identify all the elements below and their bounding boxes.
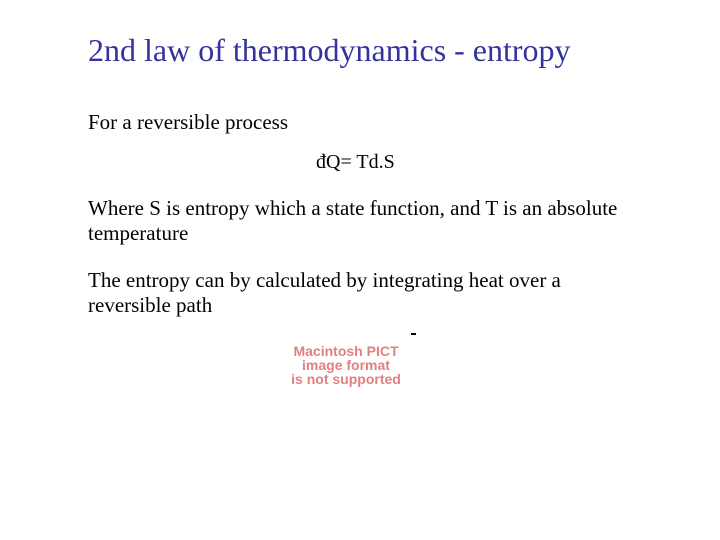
placeholder-line-2: image format <box>302 357 390 373</box>
entropy-equation: đQ= Td.S <box>316 151 395 173</box>
placeholder-line-3: is not supported <box>291 371 401 387</box>
definition-text: Where S is entropy which a state function, and T is an absolute temperature <box>88 196 618 245</box>
placeholder-line-1: Macintosh PICT <box>293 343 399 359</box>
integration-text: The entropy can by calculated by integrating heat over a reversible path <box>88 268 561 317</box>
intro-text: For a reversible process <box>88 110 289 134</box>
slide-title: 2nd law of thermodynamics - entropy <box>88 32 571 68</box>
unsupported-image-placeholder <box>248 334 444 386</box>
